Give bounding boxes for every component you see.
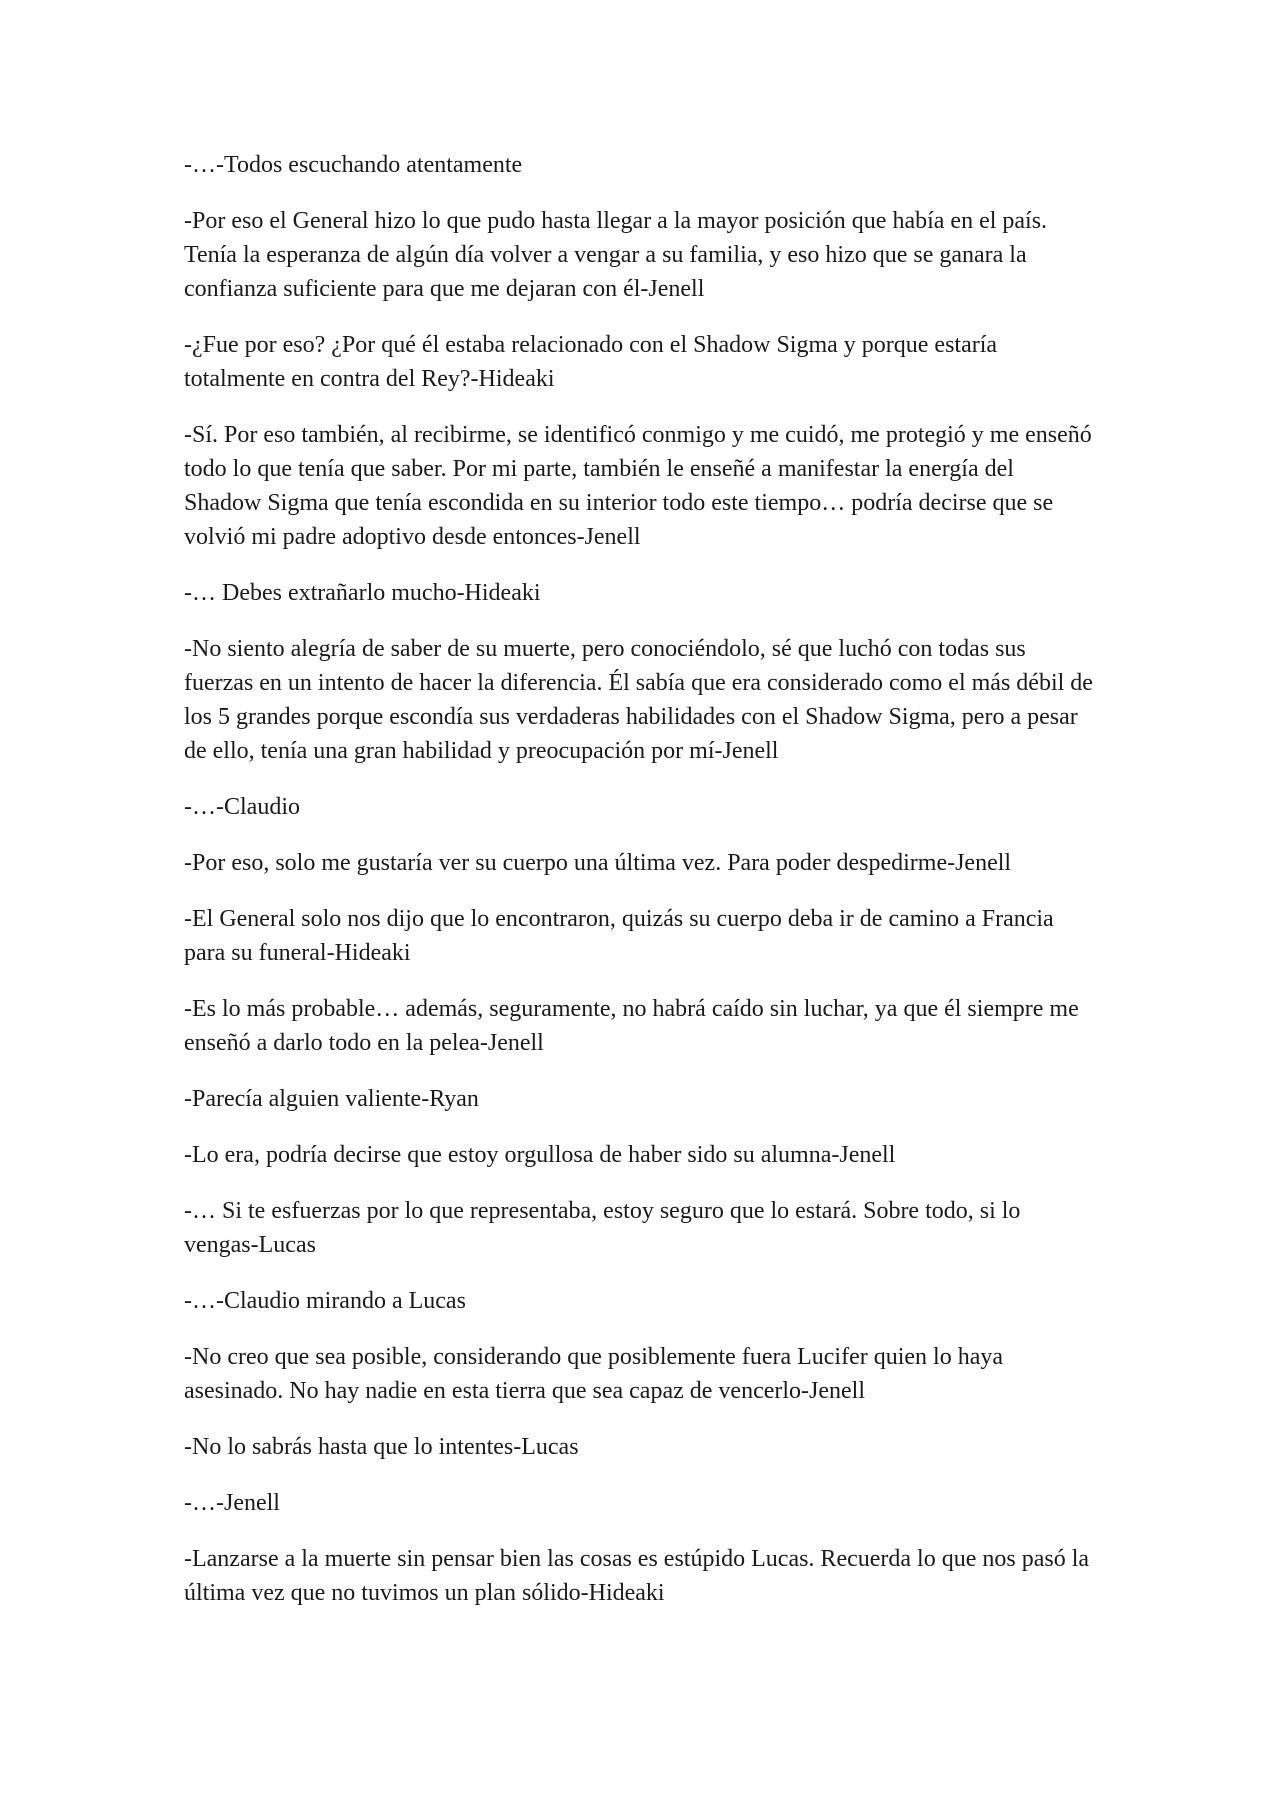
paragraph: -Es lo más probable… además, seguramente, no habrá caído sin luchar, ya que él siempre me enseñó a darlo todo en la pelea-Jenell	[184, 996, 1079, 1056]
paragraph: -Lanzarse a la muerte sin pensar bien las cosas es estúpido Lucas. Recuerda lo que nos pasó la última vez que no tuvimos un plan sólido-Hideaki	[184, 1546, 1090, 1606]
paragraph: -No creo que sea posible, considerando que posiblemente fuera Lucifer quien lo haya asesinado. No hay nadie en esta tierra que sea capaz de vencerlo-Jenell	[184, 1344, 1004, 1404]
paragraph: -Por eso el General hizo lo que pudo hasta llegar a la mayor posición que había en el país. Tenía la esperanza de algún día volver a vengar a su familia, y eso hizo que se ganara la confianza suficiente para que me dejaran con él-Jenell	[184, 208, 1048, 302]
paragraph: -El General solo nos dijo que lo encontraron, quizás su cuerpo deba ir de camino a Francia para su funeral-Hideaki	[184, 906, 1054, 966]
paragraph: -…-Todos escuchando atentamente	[184, 152, 523, 178]
paragraph: -…-Claudio	[184, 794, 300, 820]
paragraph: -Sí. Por eso también, al recibirme, se identificó conmigo y me cuidó, me protegió y me enseñó todo lo que tenía que saber. Por mi parte, también le enseñé a manifestar la energía del Shadow Sigma que tenía escondida en su interior todo este tiempo… podría decirse que se volvió mi padre adoptivo desde entonces-Jenell	[184, 422, 1092, 550]
paragraph: -Parecía alguien valiente-Ryan	[184, 1086, 479, 1112]
paragraph: -…-Claudio mirando a Lucas	[184, 1288, 466, 1314]
paragraph: -…-Jenell	[184, 1490, 280, 1516]
paragraph: -… Debes extrañarlo mucho-Hideaki	[184, 580, 541, 606]
paragraph: -¿Fue por eso? ¿Por qué él estaba relacionado con el Shadow Sigma y porque estaría totalmente en contra del Rey?-Hideaki	[184, 332, 998, 392]
paragraph: -Lo era, podría decirse que estoy orgullosa de haber sido su alumna-Jenell	[184, 1142, 896, 1168]
paragraph: -Por eso, solo me gustaría ver su cuerpo una última vez. Para poder despedirme-Jenell	[184, 850, 1012, 876]
document-body	[184, 148, 1096, 1632]
paragraph: -No lo sabrás hasta que lo intentes-Lucas	[184, 1434, 579, 1460]
paragraph: -… Si te esfuerzas por lo que representaba, estoy seguro que lo estará. Sobre todo, si lo vengas-Lucas	[184, 1198, 1021, 1258]
paragraph: -No siento alegría de saber de su muerte, pero conociéndolo, sé que luchó con todas sus fuerzas en un intento de hacer la diferencia. Él sabía que era considerado como el más débil de los 5 grandes porque escondía sus verdaderas habilidades con el Shadow Sigma, pero a pesar de ello, tenía una gran habilidad y preocupación por mí-Jenell	[184, 636, 1093, 764]
